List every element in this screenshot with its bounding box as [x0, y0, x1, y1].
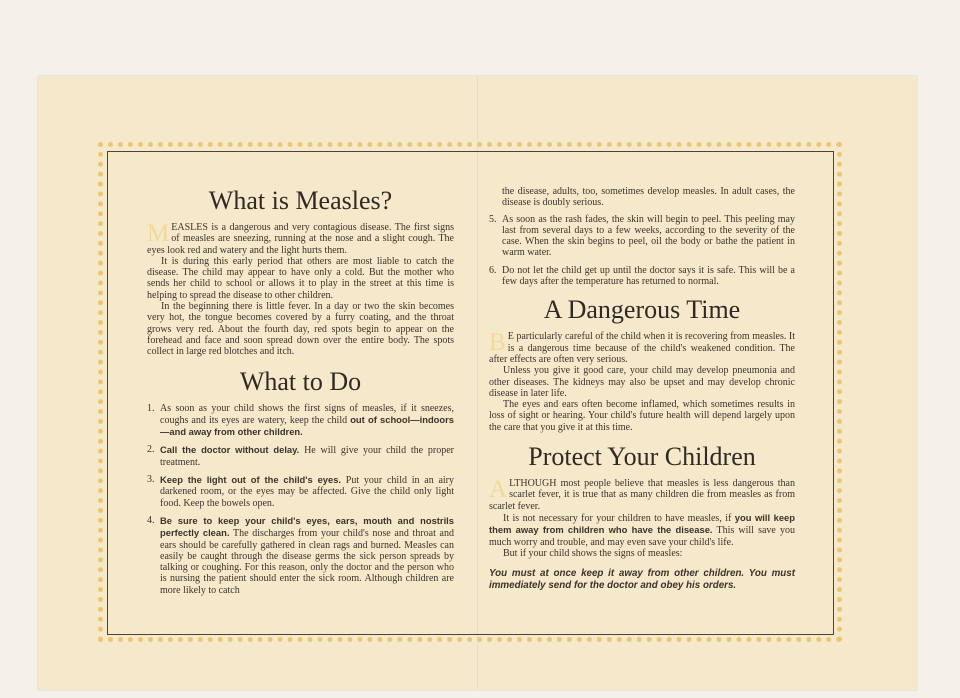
- paragraph-signs: But if your child shows the signs of measles:: [503, 547, 683, 559]
- paragraph-complications: Unless you give it good care, your child may develop pneumonia and other diseases. The kidneys may also be upset and may develop chronic disease in later life.: [489, 365, 795, 399]
- list-item: 5. As soon as the rash fades, the skin will begin to peel. This peeling may last from several days to a few weeks, according to the severity of the case. When the skin begins to peel, oil the body or bathe the patient in warm water.: [489, 213, 795, 259]
- heading-what-is-measles: What is Measles?: [208, 186, 393, 215]
- heading-dangerous-time: A Dangerous Time: [543, 295, 741, 325]
- paragraph-intro: [147, 222, 454, 256]
- paragraph-early-period: It is during this early period that others are most liable to catch the disease. The child may appear to have only a cold. But the mother who sends her child to school or allows it to play in the street at this time is helping to spread the disease to other children.: [147, 255, 454, 301]
- list-item: 2. Call the doctor without delay. He will give your child the proper treatment.: [147, 444, 455, 468]
- drop-cap: M: [147, 220, 170, 247]
- list-item: 6. Do not let the child get up until the doctor says it is safe. This will be a few days after the temperature has returned to normal.: [489, 264, 795, 288]
- paragraph-although: ALTHOUGH most people believe that measles is less dangerous than scarlet fever, it is true that as many children die from measles as from scarlet fever.: [489, 476, 795, 512]
- heading-protect-children: Protect Your Children: [528, 442, 756, 472]
- heading-what-to-do: What to Do: [239, 366, 362, 396]
- left-column: [147, 186, 454, 602]
- paragraph-fever: In the beginning there is little fever. In a day or two the skin becomes very hot, the tongue becomes covered by a furry coating, and the throat grows very red. About the fourth day, red spots begin to appear on the forehead and face and soon spread down over the entire body. The spots collect in large red blotches and itch.: [147, 301, 454, 358]
- list-item: 4. Be sure to keep your child's eyes, ears, mouth and nostrils perfectly clean. The discharges from your child's nose and throat and ears should be carefully gathered in clean rags and burned. Measles can easily be caught through the disease germs the sick person spreads by talking or coughing. For this reason, only the doctor and the person who is nursing the patient should enter the sick room. Although children are more likely to catch: [147, 514, 454, 596]
- drop-cap: A: [489, 476, 508, 504]
- paragraph-eyes-ears: The eyes and ears often become inflamed, which sometimes results in loss of sight or hearing. Your child's future health will depend largely upon the care that you give it at this time.: [489, 399, 795, 433]
- paragraph-not-necessary: It is not necessary for your children to have measles, if you will keep them away from children who have the disease. This will save you much worry and trouble, and may even save your child's life.: [489, 511, 795, 548]
- closing-instructions: You must at once keep it away from other children. You must immediately send for the doctor and obey his orders.: [489, 568, 795, 592]
- drop-cap: B: [489, 329, 506, 357]
- list-item: 3. Keep the light out of the child's eyes. Put your child in an airy darkened room, or the eyes may be affected. Give the child only light food. Keep the bowels open.: [147, 474, 454, 509]
- right-column: [489, 186, 795, 592]
- list-item: 1. As soon as your child shows the first signs of measles, if it sneezes, coughs and its eyes are watery, keep the child out of school—indoors—and away from other children.: [147, 402, 454, 438]
- small-caps-lead: LTHOUGH: [509, 478, 557, 490]
- small-caps-lead: EASLES: [171, 222, 208, 233]
- steps-list: [147, 403, 454, 596]
- intro-text: is a dangerous and very contagious disease. The first signs of measles are sneezing, running at the nose and a slight cough. The eyes look red and watery and the light hurts them.: [147, 222, 454, 256]
- continued-text: the disease, adults, too, sometimes develop measles. In adult cases, the disease is doubly serious.: [502, 186, 795, 209]
- steps-list-continued: [489, 214, 795, 288]
- paragraph-recovery: B E particularly careful of the child when it is recovering from measles. It is a dangerous time because of the child's weakened condition. The after effects are often very serious.: [489, 329, 795, 365]
